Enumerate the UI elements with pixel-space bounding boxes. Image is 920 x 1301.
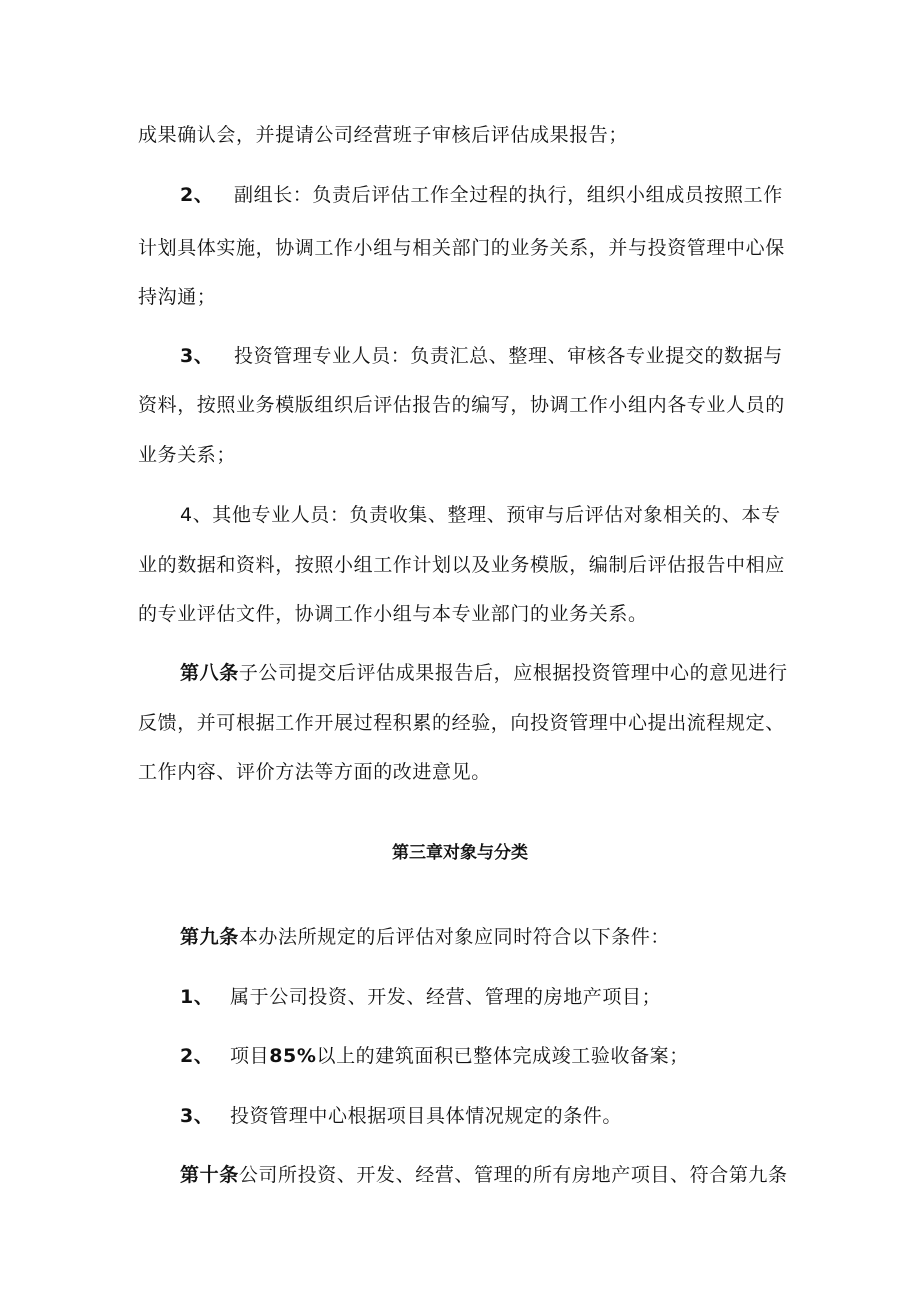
text-span: 成果确认会，并提请公司经营班子审核后评估成果报告； xyxy=(138,124,629,146)
text-span: 项目 xyxy=(230,1045,270,1067)
text-line xyxy=(138,711,785,735)
text-line xyxy=(138,443,236,467)
text-span: 公司所投资、开发、经营、管理的所有房地产项目、符合第九条 xyxy=(238,1164,788,1186)
text-span: 业的数据和资料，按照小组工作计划以及业务模版，编制后评估报告中相应 xyxy=(138,554,785,576)
text-line xyxy=(138,123,628,147)
text-span: 子公司提交后评估成果报告后，应根据投资管理中心的意见进行 xyxy=(238,662,788,684)
article-10 xyxy=(180,1163,788,1187)
text-line xyxy=(138,602,648,626)
percentage-value: 85% xyxy=(269,1045,317,1067)
article-8 xyxy=(180,661,788,685)
text-span: 工作内容、评价方法等方面的改进意见。 xyxy=(138,761,491,783)
text-span: 持沟通； xyxy=(138,286,217,308)
list-number: 3、 xyxy=(180,345,214,367)
chapter-title: 第三章对象与分类 xyxy=(392,843,528,863)
text-span: 4、其他专业人员：负责收集、整理、预审与后评估对象相关的、本专 xyxy=(180,504,781,526)
text-span: 属于公司投资、开发、经营、管理的房地产项目； xyxy=(230,986,662,1008)
list-item-2 xyxy=(180,183,783,207)
article-heading: 第八条 xyxy=(180,662,239,684)
article-heading: 第九条 xyxy=(180,926,239,948)
text-span: 的专业评估文件，协调工作小组与本专业部门的业务关系。 xyxy=(138,603,648,625)
list-item-4 xyxy=(180,503,781,527)
text-line xyxy=(138,393,785,417)
list-number: 2、 xyxy=(180,184,214,206)
condition-item-3 xyxy=(180,1104,622,1128)
article-heading: 第十条 xyxy=(180,1164,239,1186)
text-line xyxy=(138,285,216,309)
text-span: 投资管理中心根据项目具体情况规定的条件。 xyxy=(230,1105,623,1127)
list-number: 2、 xyxy=(180,1045,214,1067)
text-span: 投资管理专业人员：负责汇总、整理、审核各专业提交的数据与 xyxy=(234,345,783,367)
text-line xyxy=(138,760,491,784)
text-span: 副组长：负责后评估工作全过程的执行，组织小组成员按照工作 xyxy=(234,184,783,206)
text-line xyxy=(138,553,785,577)
text-span: 本办法所规定的后评估对象应同时符合以下条件： xyxy=(238,926,671,948)
text-span: 反馈，并可根据工作开展过程积累的经验，向投资管理中心提出流程规定、 xyxy=(138,712,785,734)
article-9 xyxy=(180,925,670,949)
condition-item-1 xyxy=(180,985,661,1009)
list-item-3 xyxy=(180,344,783,368)
list-number: 3、 xyxy=(180,1105,214,1127)
text-span: 以上的建筑面积已整体完成竣工验收备案； xyxy=(316,1045,689,1067)
text-span: 业务关系； xyxy=(138,444,237,466)
text-line xyxy=(138,236,785,260)
text-span: 资料，按照业务模版组织后评估报告的编写，协调工作小组内各专业人员的 xyxy=(138,394,785,416)
list-number: 1、 xyxy=(180,986,214,1008)
text-span: 计划具体实施，协调工作小组与相关部门的业务关系，并与投资管理中心保 xyxy=(138,237,785,259)
condition-item-2 xyxy=(180,1044,689,1068)
